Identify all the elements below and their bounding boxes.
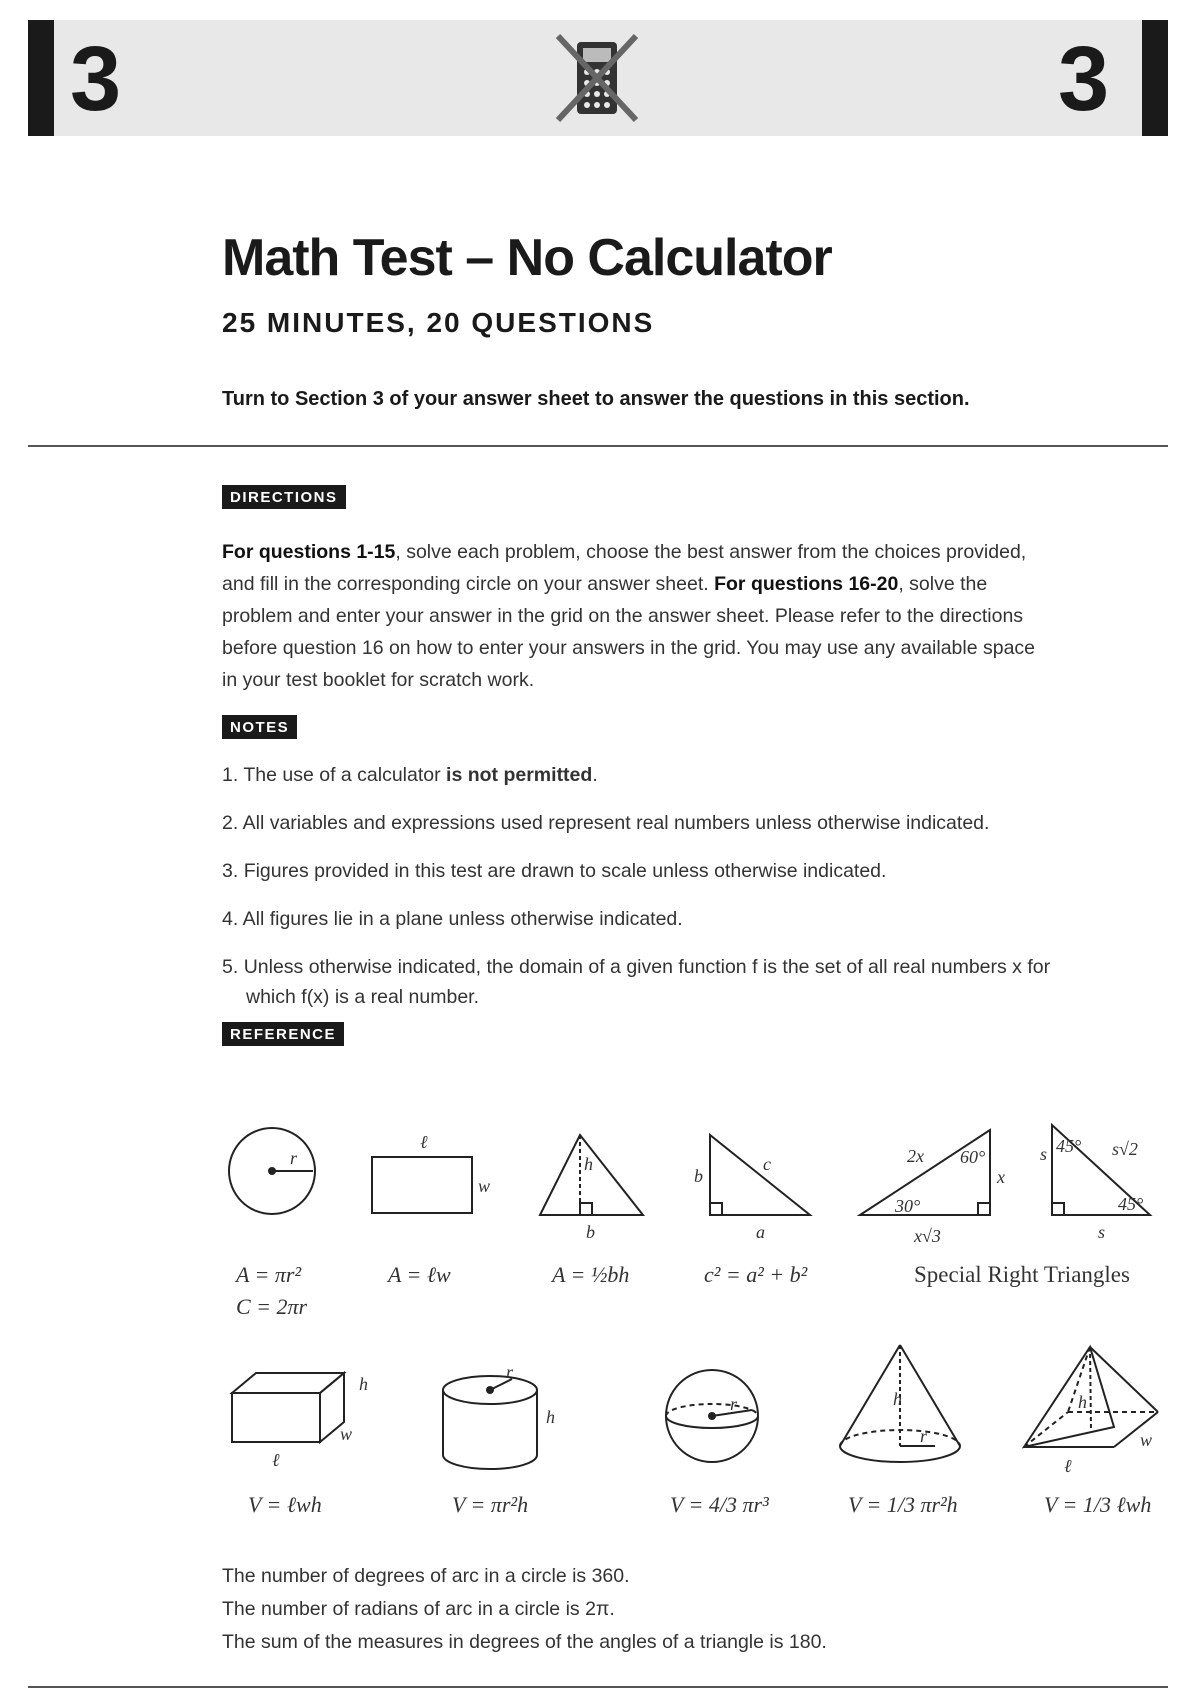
label-45deg: 45° — [1118, 1194, 1144, 1214]
label-l: ℓ — [1064, 1456, 1072, 1476]
label-r: r — [730, 1394, 738, 1414]
label-h: h — [893, 1389, 902, 1409]
label-w: w — [1140, 1430, 1153, 1450]
label-45deg: 45° — [1056, 1136, 1082, 1156]
label-h: h — [1078, 1392, 1087, 1412]
cylinder-center — [486, 1386, 494, 1394]
right-triangle-right-angle — [710, 1203, 722, 1215]
note-item — [222, 760, 1102, 790]
note-text: All variables and expressions used represent real numbers unless otherwise indicated. — [242, 812, 990, 834]
note-item — [222, 808, 1102, 838]
notes-list — [222, 760, 1102, 1012]
no-calculator-icon — [552, 28, 642, 128]
label-w: w — [340, 1424, 353, 1444]
formula-pyramid: V = 1/3 ℓwh — [1044, 1492, 1152, 1517]
cone-base-front — [840, 1446, 960, 1462]
triangle-right-angle — [580, 1203, 592, 1215]
special-triangle-30-60-90 — [860, 1130, 990, 1215]
note-number: 4. — [222, 908, 239, 930]
note-text: Figures provided in this test are drawn to scale unless otherwise indicated. — [243, 860, 887, 882]
label-s: s — [1098, 1222, 1106, 1242]
formula-cylinder: V = πr²h — [452, 1492, 529, 1517]
label-w: w — [478, 1176, 491, 1196]
rectangle-figure — [372, 1157, 472, 1213]
label-c: c — [763, 1154, 771, 1174]
label-s: s — [1040, 1144, 1048, 1164]
formula-pythagorean: c² = a² + b² — [704, 1262, 808, 1287]
formula-box: V = ℓwh — [248, 1492, 322, 1517]
label-l: ℓ — [272, 1450, 280, 1470]
directions-text-2: , solve the problem and enter your answer in the grid on the answer sheet. Please refer to the directions before question 16 on how to enter your answers in the grid. You may use any available space in your test booklet for scratch work. — [222, 573, 1036, 691]
fact-degrees: The number of degrees of arc in a circle is 360. — [222, 1565, 630, 1587]
section-number-right: 3 — [1058, 28, 1110, 130]
directions-label: DIRECTIONS — [222, 485, 346, 509]
label-a: a — [756, 1222, 765, 1242]
label-b: b — [694, 1166, 703, 1186]
note-item — [222, 904, 1102, 934]
note-text: Unless otherwise indicated, the domain of a given function f is the set of all real numbers x for which f(x) is a real number. — [243, 956, 1051, 1008]
label-60deg: 60° — [960, 1147, 986, 1167]
fact-triangle-sum: The sum of the measures in degrees of the angles of a triangle is 180. — [222, 1631, 827, 1653]
note-item — [222, 856, 1102, 886]
section-instruction: Turn to Section 3 of your answer sheet to answer the questions in this section. — [222, 388, 970, 410]
note-end: . — [592, 764, 598, 786]
label-l: ℓ — [420, 1132, 428, 1152]
note-text: All figures lie in a plane unless otherwise indicated. — [242, 908, 683, 930]
formula-cone: V = 1/3 πr²h — [848, 1492, 958, 1517]
note-number: 2. — [222, 812, 239, 834]
formula-circle-circumference: C = 2πr — [236, 1294, 308, 1319]
reference-label: REFERENCE — [222, 1022, 344, 1046]
label-r: r — [290, 1148, 298, 1168]
notes-label: NOTES — [222, 715, 297, 739]
cylinder-bottom — [443, 1455, 537, 1469]
label-h: h — [546, 1407, 555, 1427]
directions-text — [222, 536, 1052, 696]
note-text: The use of a calculator — [243, 764, 447, 786]
reference-figures — [0, 1090, 1200, 1550]
special-right-triangles-label: Special Right Triangles — [914, 1262, 1130, 1287]
formula-triangle: A = ½bh — [552, 1262, 630, 1287]
reference-facts — [222, 1560, 827, 1659]
fact-radians: The number of radians of arc in a circle is 2π. — [222, 1598, 615, 1620]
box-figure-front — [232, 1393, 320, 1442]
directions-bold-2: For questions 16-20 — [714, 573, 899, 595]
label-b: b — [586, 1222, 595, 1242]
box-figure-top — [232, 1373, 344, 1393]
note-number: 5. — [222, 956, 239, 978]
formula-rectangle: A = ℓw — [388, 1262, 451, 1287]
circle-center — [268, 1167, 276, 1175]
divider-top — [28, 445, 1168, 447]
directions-text-1: , solve each problem, choose the best answer from the choices provided, and fill in the corresponding circle on your answer sheet. — [222, 541, 1027, 595]
directions-bold-1: For questions 1-15 — [222, 541, 396, 563]
page-subtitle: 25 MINUTES, 20 QUESTIONS — [222, 307, 655, 338]
note-item — [222, 952, 1102, 1012]
special-30-60-right-angle — [978, 1203, 990, 1215]
header-bar-right — [1142, 20, 1168, 136]
note-bold: is not permitted — [446, 764, 593, 786]
formula-circle-area: A = πr² — [236, 1262, 302, 1287]
header-bar-left — [28, 20, 54, 136]
label-s-root2: s√2 — [1112, 1139, 1138, 1159]
pyramid-front-face — [1024, 1347, 1114, 1447]
label-h: h — [584, 1154, 593, 1174]
note-number: 3. — [222, 860, 239, 882]
label-r: r — [506, 1362, 514, 1382]
pyramid-height — [1090, 1347, 1091, 1430]
special-45-right-angle — [1052, 1203, 1064, 1215]
label-r: r — [920, 1426, 928, 1446]
right-triangle-figure — [710, 1135, 810, 1215]
formula-sphere: V = 4/3 πr³ — [670, 1492, 769, 1517]
label-2x: 2x — [907, 1146, 924, 1166]
note-number: 1. — [222, 764, 239, 786]
label-30deg: 30° — [895, 1196, 921, 1216]
label-x: x — [997, 1167, 1005, 1187]
page-title: Math Test – No Calculator — [222, 229, 832, 287]
label-x-root3: x√3 — [914, 1226, 941, 1246]
divider-bottom — [28, 1686, 1168, 1688]
label-h: h — [359, 1374, 368, 1394]
sphere-center — [708, 1412, 716, 1420]
section-number-left: 3 — [70, 28, 122, 130]
